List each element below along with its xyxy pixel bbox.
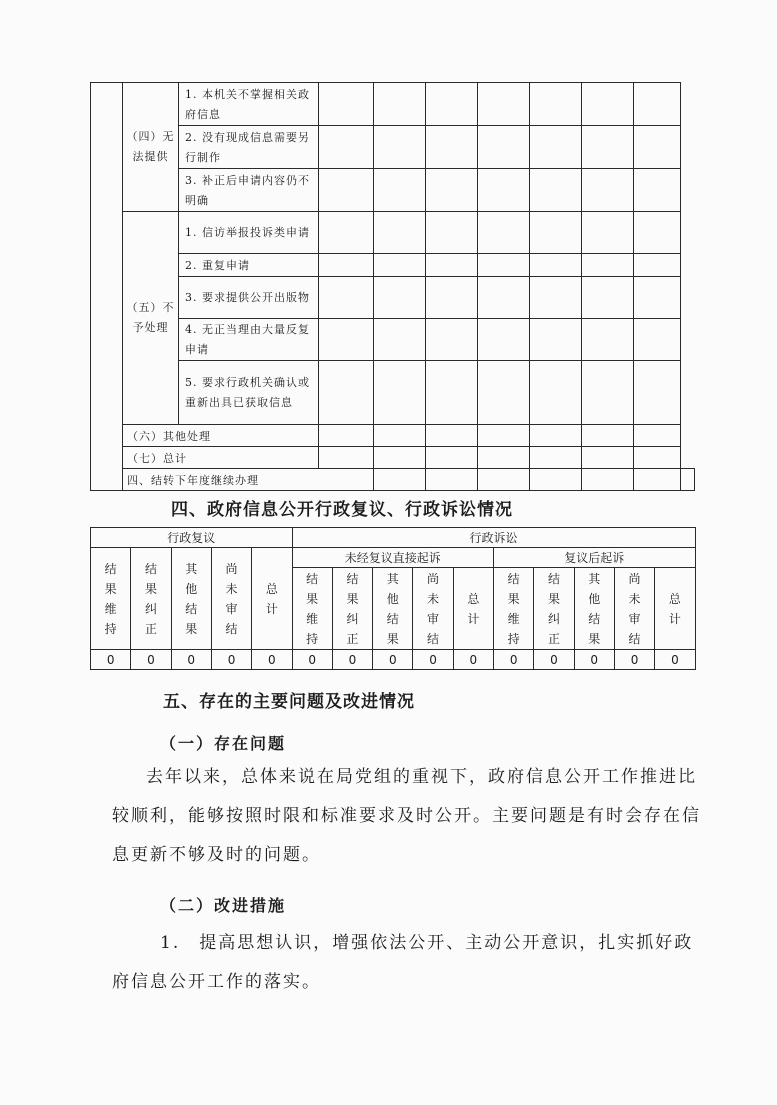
value-cell: 0 (252, 650, 292, 670)
col-correct: 结 果 纠 正 (131, 548, 171, 650)
category-cell: （五）不予处理 (123, 212, 179, 425)
subcategory-cell: 4. 无正当理由大量反复申请 (179, 319, 319, 361)
col-maintain: 结 果 维 持 (494, 568, 534, 650)
col-other: 其 他 结 果 (171, 548, 211, 650)
subcategory-cell: 3. 补正后申请内容仍不明确 (179, 169, 319, 212)
col-correct: 结 果 纠 正 (534, 568, 574, 650)
subcategory-cell: 5. 要求行政机关确认或重新出具已获取信息 (179, 361, 319, 425)
application-handling-table (90, 82, 695, 491)
carry-over-cell: 四、结转下年度继续办理 (123, 469, 374, 491)
col-pending: 尚 未 审 结 (211, 548, 251, 650)
col-other: 其 他 结 果 (574, 568, 614, 650)
subcategory-cell: 1. 本机关不掌握相关政府信息 (179, 83, 319, 126)
value-cell: 0 (534, 650, 574, 670)
value-cell: 0 (494, 650, 534, 670)
section-4-title: 四、政府信息公开行政复议、行政诉讼情况 (171, 500, 513, 520)
value-cell: 0 (171, 650, 211, 670)
col-total: 总 计 (453, 568, 493, 650)
col-other: 其 他 结 果 (373, 568, 413, 650)
value-cell: 0 (211, 650, 251, 670)
value-cell: 0 (91, 650, 131, 670)
section-5-title: 五、存在的主要问题及改进情况 (163, 692, 415, 712)
value-cell: 0 (614, 650, 654, 670)
value-cell: 0 (332, 650, 372, 670)
col-maintain: 结 果 维 持 (91, 548, 131, 650)
subcategory-cell: 2. 没有现成信息需要另行制作 (179, 126, 319, 169)
col-pending: 尚 未 审 结 (614, 568, 654, 650)
value-cell: 0 (453, 650, 493, 670)
col-pending: 尚 未 审 结 (413, 568, 453, 650)
subsection-2-title: （二）改进措施 (160, 896, 287, 915)
after-review-header: 复议后起诉 (494, 548, 696, 568)
col-maintain: 结 果 维 持 (292, 568, 332, 650)
other-handling-cell: （六）其他处理 (123, 425, 319, 447)
col-total: 总 计 (252, 548, 292, 650)
category-cell: （四）无法提供 (123, 83, 179, 212)
litigation-header: 行政诉讼 (292, 528, 695, 548)
subcategory-cell: 1. 信访举报投诉类申请 (179, 212, 319, 254)
value-cell: 0 (413, 650, 453, 670)
direct-suit-header: 未经复议直接起诉 (292, 548, 493, 568)
subcategory-cell: 2. 重复申请 (179, 254, 319, 277)
blank-merged-cell (91, 83, 123, 491)
subsection-1-title: （一）存在问题 (160, 734, 287, 753)
total-cell: （七）总计 (123, 447, 319, 469)
col-total: 总 计 (655, 568, 695, 650)
value-cell: 0 (574, 650, 614, 670)
measure-item-1: 1. 提高思想认识，增强依法公开、主动公开意识，扎实抓好政府信息公开工作的落实。 (112, 933, 694, 992)
value-cell: 0 (373, 650, 413, 670)
problems-paragraph: 去年以来，总体来说在局党组的重视下，政府信息公开工作推进比较顺利，能够按照时限和标准要求及时公开。主要问题是有时会存在信息更新不够及时的问题。 (112, 767, 701, 865)
value-cell: 0 (292, 650, 332, 670)
col-correct: 结 果 纠 正 (332, 568, 372, 650)
value-cell: 0 (131, 650, 171, 670)
subcategory-cell: 3. 要求提供公开出版物 (179, 277, 319, 319)
review-header: 行政复议 (91, 528, 293, 548)
value-cell: 0 (655, 650, 695, 670)
review-litigation-table (90, 527, 696, 670)
